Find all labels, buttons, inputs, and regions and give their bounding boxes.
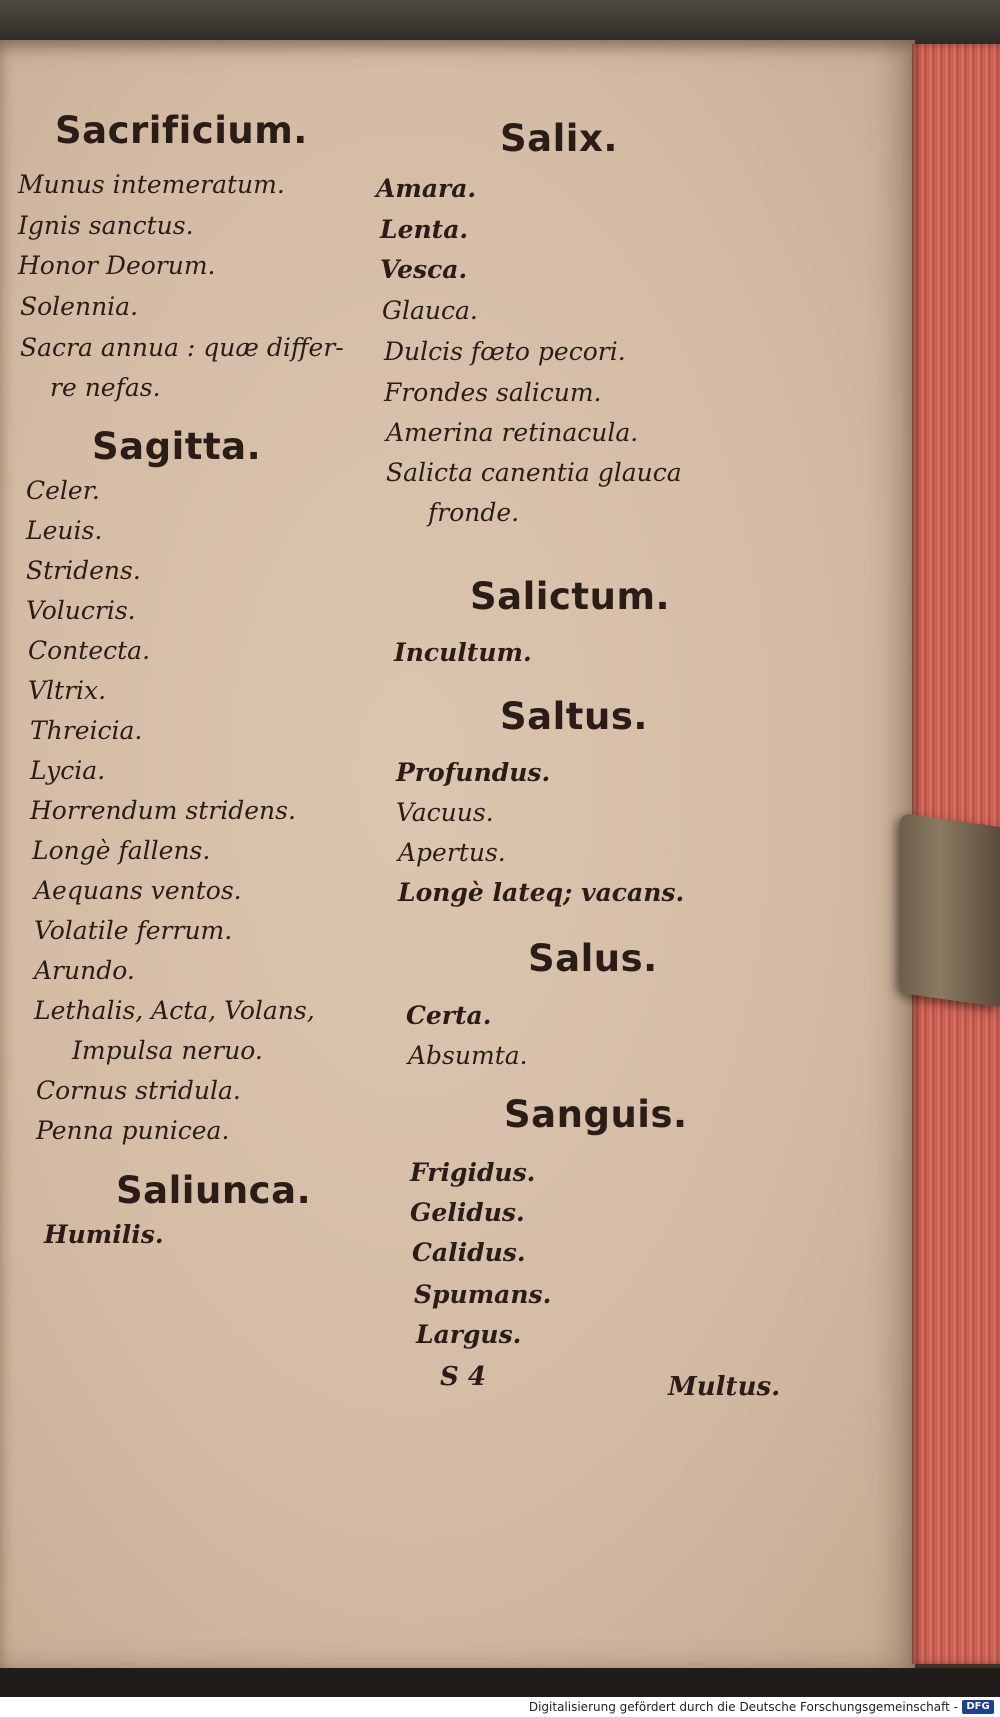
entry-saltus-3: Longè lateq; vacans.	[398, 878, 685, 907]
entry-sanguis-4: Largus.	[416, 1320, 522, 1349]
entry-saltus-1: Vacuus.	[396, 798, 494, 827]
heading-salix: Salix.	[500, 117, 618, 160]
entry-salix-4: Dulcis fœto pecori.	[384, 337, 626, 366]
entry-sagitta-4: Contecta.	[28, 636, 151, 665]
entry-sagitta-0: Celer.	[26, 476, 100, 505]
page-signature: S 4	[440, 1362, 486, 1392]
entry-sagitta-6: Threicia.	[30, 716, 143, 745]
entry-salix-3: Glauca.	[382, 296, 478, 325]
bookmark-ribbon	[900, 813, 1000, 1007]
entry-sagitta-8: Horrendum stridens.	[30, 796, 296, 825]
entry-sagitta-9: Longè fallens.	[32, 836, 211, 865]
entry-saltus-0: Profundus.	[396, 758, 551, 787]
entry-salus-0: Certa.	[406, 1001, 492, 1030]
entry-sanguis-1: Gelidus.	[410, 1198, 525, 1227]
entry-salix-7: Salicta canentia glauca	[386, 458, 682, 487]
entry-sagitta-12: Arundo.	[34, 956, 135, 985]
entry-sanguis-3: Spumans.	[414, 1280, 552, 1309]
heading-sagitta: Sagitta.	[92, 425, 262, 468]
heading-sanguis: Sanguis.	[504, 1093, 688, 1136]
catchword: Multus.	[668, 1372, 781, 1402]
entry-sanguis-2: Calidus.	[412, 1238, 526, 1267]
entry-salix-2: Vesca.	[380, 255, 468, 284]
entry-sagitta-15: Cornus stridula.	[36, 1076, 241, 1105]
book-top-edge	[0, 0, 1000, 44]
heading-saltus: Saltus.	[500, 695, 648, 738]
heading-salictum: Salictum.	[470, 575, 671, 618]
entry-sagitta-3: Volucris.	[26, 596, 136, 625]
entry-sagitta-1: Leuis.	[26, 516, 103, 545]
entry-sagitta-16: Penna punicea.	[36, 1116, 230, 1145]
entry-sanguis-0: Frigidus.	[410, 1158, 536, 1187]
entry-sagitta-7: Lycia.	[30, 756, 106, 785]
entry-saltus-2: Apertus.	[398, 838, 506, 867]
entry-sacrificium-3: Solennia.	[20, 292, 139, 321]
dfg-logo-icon: DFG	[962, 1700, 994, 1714]
entry-sacrificium-5: re nefas.	[50, 373, 161, 402]
heading-saliunca: Saliunca.	[116, 1169, 312, 1212]
entry-salix-0: Amara.	[376, 174, 477, 203]
entry-sacrificium-1: Ignis sanctus.	[18, 211, 194, 240]
heading-sacrificium: Sacrificium.	[55, 109, 308, 152]
book-bottom-edge	[0, 1668, 1000, 1698]
entry-sagitta-5: Vltrix.	[28, 676, 107, 705]
entry-sagitta-10: Aequans ventos.	[34, 876, 242, 905]
heading-salus: Salus.	[528, 937, 658, 980]
entry-salix-6: Amerina retinacula.	[386, 418, 639, 447]
entry-salus-1: Absumta.	[408, 1041, 528, 1070]
entry-sagitta-2: Stridens.	[26, 556, 141, 585]
entry-sagitta-13: Lethalis, Acta, Volans,	[34, 996, 315, 1025]
entry-sacrificium-0: Munus intemeratum.	[18, 170, 285, 199]
entry-salictum-0: Incultum.	[394, 638, 532, 667]
entry-salix-1: Lenta.	[380, 215, 469, 244]
entry-salix-5: Frondes salicum.	[384, 378, 602, 407]
entry-sacrificium-2: Honor Deorum.	[18, 251, 216, 280]
footer-credit: Digitalisierung gefördert durch die Deutsche Forschungsgemeinschaft -	[528, 1700, 958, 1714]
entry-saliunca-0: Humilis.	[44, 1220, 164, 1249]
entry-sagitta-14: Impulsa neruo.	[72, 1036, 263, 1065]
entry-salix-8: fronde.	[428, 498, 520, 527]
entry-sagitta-11: Volatile ferrum.	[34, 916, 233, 945]
entry-sacrificium-4: Sacra annua : quæ differ-	[20, 333, 344, 362]
